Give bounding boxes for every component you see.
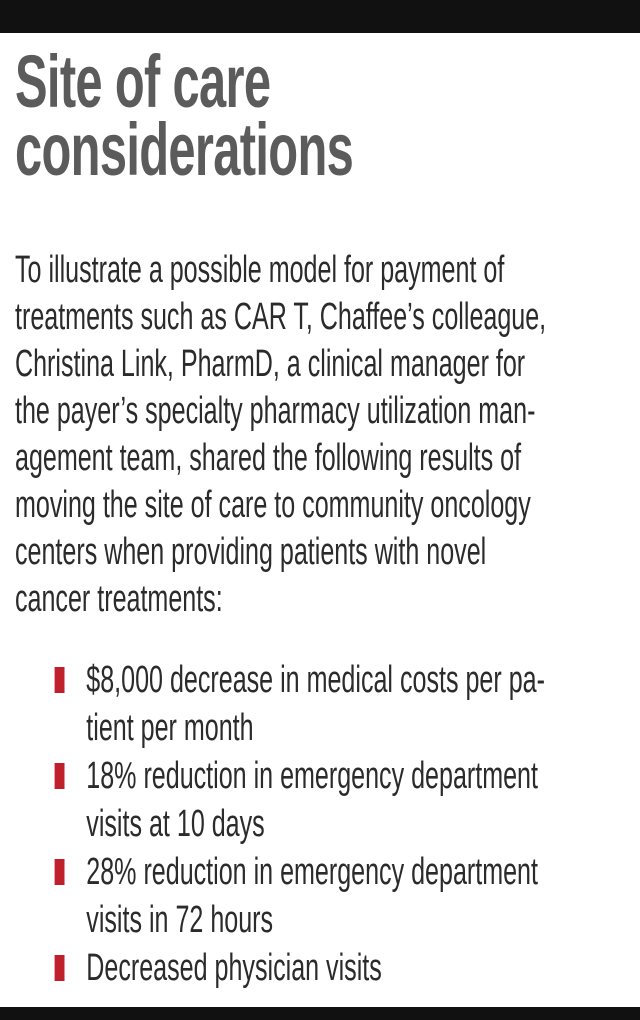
square-bullet-icon <box>55 955 65 981</box>
square-bullet-icon <box>55 667 65 693</box>
title-line-2: considerations <box>15 108 354 191</box>
intro-line: moving the site of care to community oncology <box>15 484 531 526</box>
list-item-text: Decreased physician visits <box>86 947 382 989</box>
sidebar-title <box>15 40 418 191</box>
intro-line: Christina Link, PharmD, a clinical manager for <box>15 343 526 385</box>
list-item-text: 28% reduction in emergency department <box>86 851 538 893</box>
list-item-text: 18% reduction in emergency department <box>86 755 538 797</box>
intro-line: To illustrate a possible model for payment of <box>15 249 505 291</box>
list-item <box>15 944 545 992</box>
bottom-rule <box>0 1007 640 1020</box>
intro-line: agement team, shared the following results of <box>15 437 522 479</box>
list-item <box>15 656 545 752</box>
list-item-text: tient per month <box>86 707 254 749</box>
intro-paragraph <box>15 247 609 623</box>
list-item <box>15 752 545 848</box>
square-bullet-icon <box>55 763 65 789</box>
square-bullet-icon <box>55 859 65 885</box>
list-item-text: visits at 10 days <box>86 803 265 845</box>
list-item-text: $8,000 decrease in medical costs per pa- <box>86 659 545 701</box>
title-line-1: Site of care <box>15 40 271 123</box>
intro-line: centers when providing patients with novel <box>15 531 487 573</box>
intro-line: treatments such as CAR T, Chaffee’s colleague, <box>15 296 547 338</box>
top-rule <box>0 0 640 33</box>
intro-line: the payer’s specialty pharmacy utilization man- <box>15 390 536 432</box>
list-item <box>15 848 545 944</box>
list-item-text: visits in 72 hours <box>86 899 274 941</box>
results-list <box>15 656 545 992</box>
intro-line: cancer treatments: <box>15 578 223 620</box>
sidebar-body <box>15 247 609 989</box>
